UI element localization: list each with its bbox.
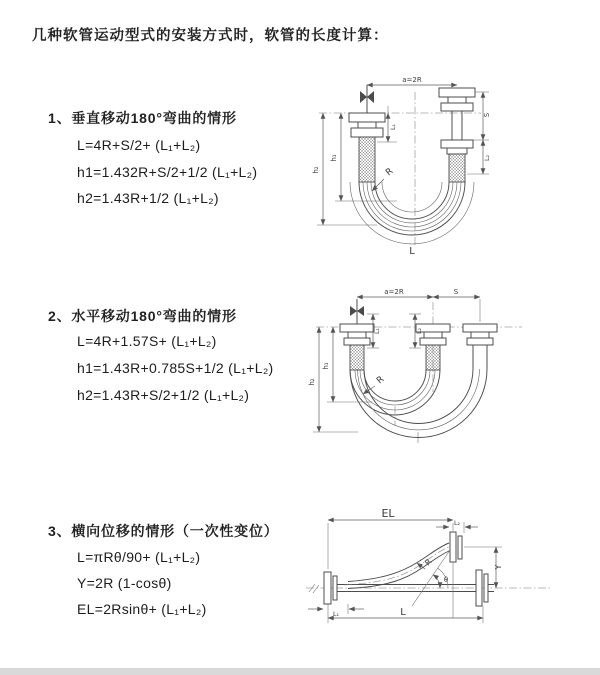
dim-label-l2: L₂ — [484, 154, 491, 162]
dim-label-l1: L₁ — [374, 327, 381, 335]
section-3-formula-l: L=πRθ/90+ (L₁+L₂) — [77, 549, 201, 565]
centerlines — [316, 302, 522, 443]
hose-braid — [426, 345, 440, 370]
section-2-formula-l: L=4R+1.57S+ (L₁+L₂) — [77, 333, 217, 349]
dim-label-l2: L₂ — [453, 520, 461, 527]
dim-label-span: a=2R — [402, 76, 422, 84]
hose-u-bend-large — [350, 369, 487, 437]
hose-braid — [359, 137, 375, 182]
dim-label-l1: L₁ — [390, 123, 397, 131]
dim-label-span: a=2R — [384, 288, 404, 296]
dim-label-h1: h₁ — [322, 362, 330, 370]
section-3-heading: 3、横向位移的情形（一次性变位） — [48, 523, 279, 539]
right-flange-stack — [439, 88, 475, 182]
dim-label-h2: h₂ — [312, 166, 320, 174]
left-flange-stack — [340, 324, 374, 370]
dim-label-y: Y — [494, 564, 503, 570]
dim-label-s: S — [483, 112, 491, 118]
page-title: 几种软管运动型式的安装方式时，软管的长度计算： — [32, 28, 389, 44]
section-1-formula-h1: h1=1.432R+S/2+1/2 (L₁+L₂) — [77, 164, 258, 180]
dim-label-s: S — [453, 288, 459, 296]
section-3-formula-y: Y=2R (1-cosθ) — [77, 575, 172, 591]
section-3-formula-el: EL=2Rsinθ+ (L₁+L₂) — [77, 601, 207, 617]
left-flange — [324, 572, 348, 604]
section-2-formula-h2: h2=1.43R+S/2+1/2 (L₁+L₂) — [77, 387, 250, 403]
section-1-heading: 1、垂直移动180°弯曲的情形 — [48, 110, 237, 126]
diagram-horizontal-180-bend — [306, 286, 544, 458]
radius-label: R — [423, 557, 434, 568]
dim-label-el: EL — [381, 507, 395, 520]
diagram-vertical-180-bend — [311, 70, 527, 260]
hose-braid — [449, 154, 465, 182]
upper-flange — [450, 532, 462, 562]
hose-u-bend — [350, 182, 474, 244]
section-2-heading: 2、水平移动180°弯曲的情形 — [48, 308, 237, 324]
dim-label-h1: h₁ — [330, 154, 338, 162]
dim-label-l2: L₂ — [416, 327, 423, 335]
hose-s-curve — [344, 543, 451, 589]
scan-edge-artifact — [0, 668, 600, 675]
radius-label: R — [384, 166, 396, 179]
diagram-lateral-displacement — [300, 506, 562, 648]
hose-braid — [350, 345, 364, 370]
left-flange-stack — [349, 113, 385, 182]
dim-label-h2: h₂ — [308, 378, 316, 386]
radius-label: R — [375, 374, 387, 387]
angle-label: θ — [443, 576, 449, 584]
length-label: L — [400, 607, 406, 618]
section-1-formula-h2: h2=1.43R+1/2 (L₁+L₂) — [77, 190, 219, 206]
section-2-formula-h1: h1=1.43R+0.785S+1/2 (L₁+L₂) — [77, 360, 274, 376]
section-1-formula-l: L=4R+S/2+ (L₁+L₂) — [77, 137, 201, 153]
right-flange-stack — [463, 324, 497, 369]
length-label: L — [409, 246, 415, 257]
dim-label-l1: L₁ — [332, 611, 340, 618]
